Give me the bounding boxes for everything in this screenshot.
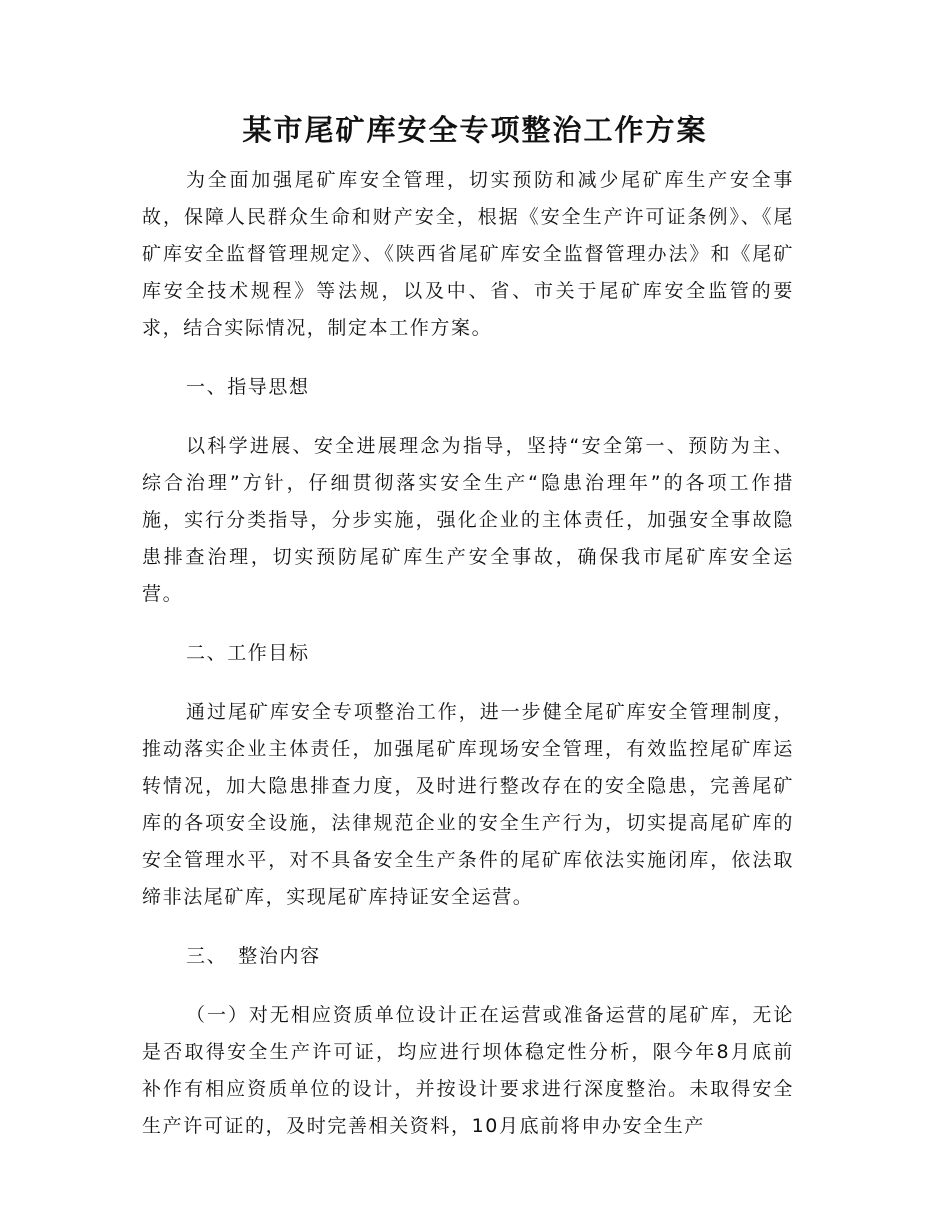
section-paragraph-work-goals: 通过尾矿库安全专项整治工作，进一步健全尾矿库安全管理制度，推动落实企业主体责任，加强尾矿库现场安全管理，有效监控尾矿库运转情况，加大隐患排查力度，及时进行整改存在的安全隐患，完善尾矿库的各项安全设施，法律规范企业的安全生产行为，切实提高尾矿库的安全管理水平，对不具备安全生产条件的尾矿库依法实施闭库，依法取缔非法尾矿库，实现尾矿库持证安全运营。 [142, 701, 794, 908]
document-title: 某市尾矿库安全专项整治工作方案 [242, 113, 708, 147]
document-body [142, 162, 794, 1167]
section-heading-work-goals: 二、工作目标 [186, 642, 310, 664]
section-paragraph-guiding-ideology: 以科学进展、安全进展理念为指导，坚持“安全第一、预防为主、综合治理”方针，仔细贯彻落实安全生产“隐患治理年”的各项工作措施，实行分类指导，分步实施，强化企业的主体责任，加强安全事故隐患排查治理，切实预防尾矿库生产安全事故，确保我市尾矿库安全运营。 [142, 435, 794, 605]
section-paragraph-rectification-item-1: （一）对无相应资质单位设计正在运营或准备运营的尾矿库，无论是否取得安全生产许可证，均应进行坝体稳定性分析，限今年8月底前补作有相应资质单位的设计，并按设计要求进行深度整治。未取得安全生产许可证的，及时完善相关资料，10月底前将申办安全生产 [142, 1004, 794, 1137]
section-heading-rectification-content: 三、 整治内容 [186, 945, 321, 967]
intro-paragraph: 为全面加强尾矿库安全管理，切实预防和减少尾矿库生产安全事故，保障人民群众生命和财产安全，根据《安全生产许可证条例》、《尾矿库安全监督管理规定》、《陕西省尾矿库安全监督管理办法》和《尾矿库安全技术规程》等法规，以及中、省、市关于尾矿库安全监管的要求，结合实际情况，制定本工作方案。 [142, 169, 794, 339]
section-heading-guiding-ideology: 一、指导思想 [186, 376, 310, 398]
